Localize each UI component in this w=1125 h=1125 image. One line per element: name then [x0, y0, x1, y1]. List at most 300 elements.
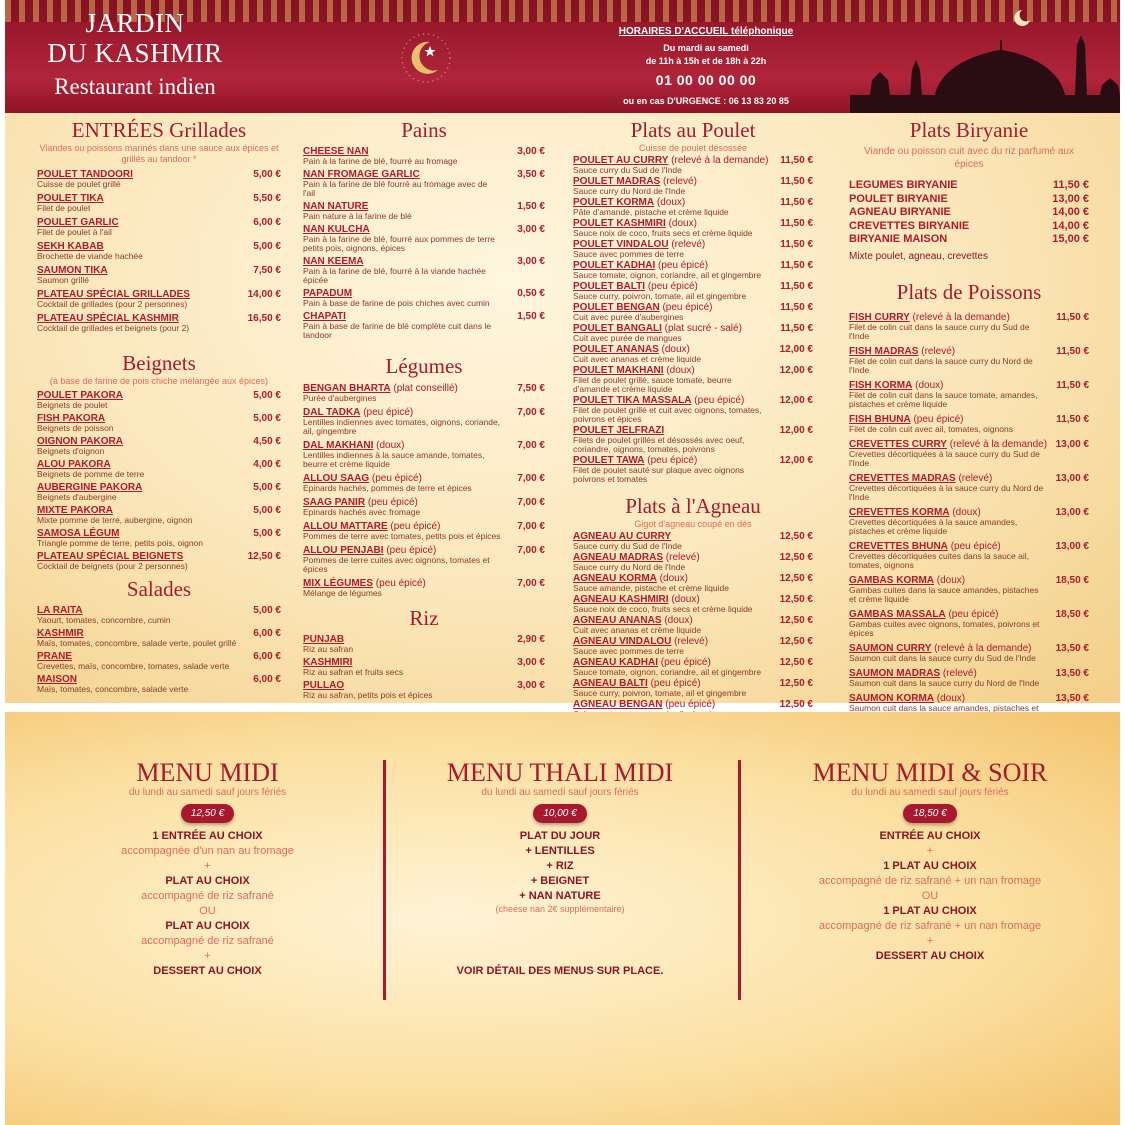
- item-price: 5,00 €: [253, 413, 281, 424]
- item-qualifier: (peu épicé): [913, 413, 964, 425]
- item-price: 3,00 €: [517, 224, 545, 235]
- item-qualifier: (doux): [666, 365, 695, 376]
- menu-item: [37, 506, 281, 525]
- beignets-list: [37, 391, 281, 571]
- menu-item: [573, 574, 813, 593]
- price-badge: 12,50 €: [181, 804, 234, 823]
- menu-line: PLAT AU CHOIX: [165, 875, 250, 887]
- item-name: POULET KASHMIRI: [573, 218, 666, 229]
- item-price: 7,00 €: [517, 407, 545, 418]
- menu-line: PLAT DU JOUR: [519, 830, 601, 842]
- column-1: [37, 118, 281, 694]
- item-name: LEGUMES BIRYANIE: [849, 179, 958, 191]
- item-name: KASHMIRI: [303, 657, 353, 668]
- item-name: AGNEAU AU CURRY: [573, 531, 672, 542]
- item-qualifier: (relevé): [921, 345, 956, 357]
- item-qualifier: (doux): [952, 506, 981, 518]
- item-description: Epinards hachés avec fromage: [303, 507, 421, 517]
- item-price: 1,50 €: [517, 311, 545, 322]
- menu-item: [303, 408, 545, 436]
- item-price: 5,00 €: [253, 482, 281, 493]
- section-title-poissons: Plats de Poissons: [896, 279, 1042, 304]
- menu-item: [303, 546, 545, 574]
- menu-item: [849, 644, 1089, 663]
- item-description: Cuisse de poulet grillé: [37, 179, 121, 189]
- item-price: 11,50 €: [780, 302, 813, 313]
- item-name: POULET TAWA: [573, 455, 645, 466]
- item-price: 5,50 €: [253, 193, 281, 204]
- item-qualifier: (peu épicé): [694, 395, 745, 406]
- poissons-list: [849, 313, 1089, 722]
- item-qualifier: (peu épicé): [665, 699, 716, 710]
- item-name: PLATEAU SPÉCIAL BEIGNETS: [37, 551, 184, 562]
- header-banner: [5, 0, 1120, 113]
- item-price: 3,00 €: [517, 680, 545, 691]
- item-price: 6,00 €: [253, 651, 281, 662]
- item-name: MIXTE PAKORA: [37, 505, 113, 516]
- item-price: 12,50 €: [779, 531, 813, 542]
- menu-item: [573, 679, 813, 698]
- item-description: Filet de colin cuit avec ail, tomates, oignons: [849, 423, 1013, 434]
- item-name: CREVETTES KORMA: [849, 506, 950, 518]
- item-name: MIX LÉGUMES: [303, 578, 374, 589]
- urgent-phone[interactable]: ou en cas D'URGENCE : 06 13 83 20 85: [623, 96, 789, 106]
- item-name: NAN FROMAGE GARLIC: [303, 169, 420, 180]
- menu-item: [37, 414, 281, 433]
- menu-line: accompagnée d'un nan au fromage: [121, 845, 294, 857]
- item-name: SAUMON CURRY: [849, 642, 932, 654]
- item-name: AGNEAU KASHMIRI: [573, 594, 669, 605]
- pains-list: [303, 147, 545, 340]
- riz-list: [303, 635, 545, 700]
- item-name: PUNJAB: [303, 634, 345, 645]
- item-description: Pain à base de farine de pois chiches avec cumin: [303, 298, 490, 308]
- item-name: FISH MADRAS: [849, 345, 919, 357]
- item-description: Crevettes décortiquées à la sauce curry du Sud de l'Inde: [849, 448, 1040, 468]
- item-description: Crevettes, maïs, concombre, tomates, salade verte: [37, 661, 230, 671]
- item-price: 15,00 €: [1052, 233, 1089, 245]
- section-subtitle-biryanie: Viande ou poisson cuit avec du riz parfumé aux épices: [864, 146, 1074, 170]
- item-qualifier: (relevé): [671, 239, 706, 250]
- item-qualifier: (plat conseillé): [393, 383, 458, 394]
- menu-item: [573, 156, 813, 175]
- item-description: Pain à la farine de blé fourré au fromage avec de l'ail: [303, 179, 488, 198]
- item-name: ALLOU PENJABI: [303, 545, 384, 556]
- item-qualifier: (peu épicé): [948, 608, 999, 620]
- item-price: 6,00 €: [253, 674, 281, 685]
- item-qualifier: (relevé à la demande): [671, 155, 769, 166]
- item-price: 18,50 €: [1055, 574, 1089, 586]
- item-description: Pain à la farine de blé, fourré à la viande hachée épicée: [303, 266, 486, 285]
- item-price: 11,50 €: [780, 281, 813, 292]
- item-description: Maïs, tomates, concombre, salade verte, poulet grillé: [37, 638, 237, 648]
- item-price: 11,50 €: [1056, 413, 1089, 425]
- item-price: 12,50 €: [779, 657, 813, 668]
- phone-number[interactable]: 01 00 00 00 00: [655, 72, 757, 88]
- item-qualifier: (doux): [915, 379, 944, 391]
- menu-item: [573, 366, 813, 394]
- item-name: GAMBAS MASSALA: [849, 608, 946, 620]
- item-qualifier: (doux): [664, 615, 693, 626]
- item-name: AGNEAU BALTI: [573, 678, 648, 689]
- item-description: Mélange de légumes: [303, 588, 382, 598]
- item-description: Filet de poulet à l'ail: [37, 227, 112, 237]
- menu-line: DESSERT AU CHOIX: [153, 965, 262, 977]
- item-qualifier: (peu épicé): [660, 657, 711, 668]
- entrees-list: [37, 170, 281, 333]
- item-name: POULET TANDOORI: [37, 169, 133, 180]
- menu-item: [849, 542, 1089, 570]
- item-name: POULET PAKORA: [37, 390, 123, 401]
- item-qualifier: (doux): [661, 344, 690, 355]
- menu-line: +: [926, 845, 934, 857]
- item-qualifier: (peu épicé): [658, 260, 709, 271]
- opening-hours: [600, 26, 812, 106]
- item-description: Sauce avec pommes de terre: [573, 249, 685, 259]
- item-price: 11,50 €: [780, 260, 813, 271]
- item-description: Sauce noix de coco, fruits secs et crème liquide: [573, 604, 753, 614]
- item-price: 14,00 €: [1052, 206, 1089, 218]
- menu-title: MENU MIDI: [136, 758, 279, 787]
- menu-item: [849, 415, 1089, 434]
- item-name: DAL MAKHANI: [303, 440, 374, 451]
- item-qualifier: (peu épicé): [371, 473, 422, 484]
- item-description: Cuit avec purée de mangues: [573, 333, 682, 343]
- item-name: POULET TIKA MASSALA: [573, 395, 692, 406]
- legumes-list: [303, 384, 545, 598]
- menu-item: [37, 552, 281, 571]
- section-title-biryanie: Plats Biryanie: [909, 118, 1029, 142]
- item-name: AUBERGINE PAKORA: [37, 482, 143, 493]
- item-price: 18,50 €: [1055, 608, 1089, 620]
- menu-item: [37, 266, 281, 285]
- item-description: Pain à la farine de blé, fourré au fromage: [303, 156, 458, 166]
- menu-item: [303, 202, 545, 221]
- menu-line: OU: [199, 905, 216, 917]
- item-name: POULET MAKHANI: [573, 365, 664, 376]
- menu-subtitle: du lundi au samedi sauf jours fériés: [481, 787, 639, 798]
- item-price: 12,00 €: [779, 425, 813, 436]
- item-description: Pommes de terre avec tomates, petits pois et épices: [303, 531, 501, 541]
- section-subtitle-beignets: (à base de farine de pois chiche mélangée aux épices): [49, 376, 269, 386]
- item-price: 12,50 €: [779, 615, 813, 626]
- menu-item: [303, 498, 545, 517]
- menu-line: +: [926, 935, 934, 947]
- item-price: 7,00 €: [517, 497, 545, 508]
- item-qualifier: (doux): [656, 197, 686, 208]
- menu-item: [849, 440, 1089, 468]
- menu-item: [849, 474, 1089, 502]
- item-name: POULET VINDALOU: [573, 239, 669, 250]
- item-description: Maïs, tomates, concombre, salade verte: [37, 684, 189, 694]
- item-price: 12,50 €: [247, 551, 281, 562]
- menu-line: + RIZ: [546, 860, 574, 872]
- item-price: 12,00 €: [779, 455, 813, 466]
- item-name: POULET BENGAN: [573, 302, 660, 313]
- item-qualifier: (peu épicé): [650, 678, 701, 689]
- item-description: Saumon grillé: [37, 275, 89, 285]
- brand-line-2: DU KASHMIR: [47, 38, 223, 68]
- menu-line: DESSERT AU CHOIX: [875, 950, 985, 962]
- menu-line: +: [204, 860, 211, 872]
- item-description: Filet de colin cuit dans la sauce curry du Sud de l'Inde: [849, 321, 1030, 341]
- item-name: GAMBAS KORMA: [849, 574, 934, 586]
- menu-item: [573, 324, 813, 343]
- item-qualifier: (doux): [936, 574, 966, 586]
- section-title-legumes: Légumes: [385, 354, 463, 378]
- column-4: [849, 118, 1089, 722]
- menu-midi: [75, 758, 340, 979]
- menu-item: [573, 616, 813, 635]
- item-price: 3,50 €: [517, 169, 545, 180]
- item-price: 5,00 €: [253, 241, 281, 252]
- item-price: 13,50 €: [1055, 667, 1089, 679]
- item-name: PAPADUM: [303, 288, 353, 299]
- item-qualifier: (peu épicé): [662, 302, 713, 313]
- item-description: Crevettes décortiquées à la sauce curry du Nord de l'Inde: [849, 482, 1044, 502]
- item-description: Saumon cuit dans la sauce curry du Sud de l'Inde: [849, 652, 1036, 663]
- item-description: Gambas cuites dans la sauce amandes, pistaches et crème liquide: [849, 584, 1039, 604]
- biryanie-item: [849, 220, 1089, 234]
- menu-item: [303, 312, 545, 340]
- menu-item: [37, 529, 281, 548]
- item-description: Cuit avec purée d'aubergines: [573, 312, 684, 322]
- item-description: Epinards hachés, pommes de terre et épices: [303, 483, 472, 493]
- item-name: SAMOSA LÉGUM: [37, 528, 120, 539]
- menu-line: PLAT AU CHOIX: [165, 920, 250, 932]
- biryanie-item: [849, 179, 1089, 193]
- menu-item: [573, 658, 813, 677]
- item-price: 11,50 €: [1056, 379, 1089, 391]
- hours-title: HORAIRES D'ACCUEIL téléphonique: [618, 26, 794, 37]
- menu-line: + LENTILLES: [525, 845, 595, 857]
- item-description: Beignets de pomme de terre: [37, 469, 145, 479]
- item-description: Filets de poulet grillés et désossés avec oeuf, coriandre, oignons, tomates, poivrons: [573, 435, 745, 454]
- poulet-list: [573, 156, 813, 484]
- item-description: Pain à la farine de blé, fourré aux pommes de terre petits pois, oignons, épices: [303, 234, 495, 253]
- item-description: Crevettes décortiquées cuites dans la sauce ail, tomates, oignons: [849, 550, 1030, 570]
- menu-item: [303, 225, 545, 253]
- menu-item: [303, 522, 545, 541]
- item-qualifier: (peu épicé): [647, 455, 698, 466]
- item-price: 13,00 €: [1055, 506, 1089, 518]
- item-name: AGNEAU BIRYANIE: [849, 206, 951, 218]
- menu-lines: [75, 829, 340, 979]
- item-price: 11,50 €: [780, 197, 813, 208]
- item-description: Saumon cuit dans la sauce amandes, pistaches et: [849, 702, 1039, 713]
- item-price: 12,50 €: [779, 636, 813, 647]
- item-description: Sauce curry du Nord de l'Inde: [573, 186, 686, 196]
- menu-subtitle: du lundi au samedi sauf jours fériés: [851, 787, 1009, 798]
- item-name: SAUMON TIKA: [37, 265, 108, 276]
- menu-item: [303, 147, 545, 166]
- section-title-salades: Salades: [126, 577, 192, 601]
- item-description: Sauce noix de coco, fruits secs et crème liquide: [573, 228, 753, 238]
- item-price: 13,00 €: [1055, 472, 1089, 484]
- menu-item: [37, 391, 281, 410]
- menu-item: [573, 456, 813, 484]
- item-description: Beignets de poulet: [37, 400, 108, 410]
- item-name: AGNEAU KADHAI: [573, 657, 658, 668]
- item-qualifier: (doux): [668, 218, 697, 229]
- menu-item: [573, 219, 813, 238]
- menu-item: [849, 576, 1089, 604]
- item-qualifier: (relevé): [663, 176, 697, 187]
- item-price: 3,00 €: [517, 146, 545, 157]
- menu-title: MENU THALI MIDI: [446, 758, 674, 787]
- item-price: 13,00 €: [1055, 438, 1089, 450]
- menu-item: [303, 474, 545, 493]
- hours-times: de 11h à 15h et de 18h à 22h: [645, 56, 767, 66]
- item-name: CREVETTES MADRAS: [849, 472, 956, 484]
- divider: [738, 760, 741, 1000]
- menu-line: +: [204, 950, 211, 962]
- item-name: NAN KEEMA: [303, 256, 364, 267]
- item-name: CHEESE NAN: [303, 146, 369, 157]
- menu-item: [303, 635, 545, 654]
- salades-list: [37, 606, 281, 694]
- section-subtitle-poulet: Cuisse de poulet désossée: [638, 143, 748, 153]
- item-name: POULET GARLIC: [37, 217, 119, 228]
- item-price: 14,00 €: [1052, 219, 1089, 232]
- menu-line: + BEIGNET: [530, 875, 590, 887]
- menu-item: [37, 170, 281, 189]
- menu-item: [573, 532, 813, 551]
- item-name: POULET BALTI: [573, 281, 646, 292]
- item-name: NAN KULCHA: [303, 224, 370, 235]
- item-description: Lentilles indiennes à la sauce amande, tomates, beurre et crème liquide: [303, 450, 485, 469]
- biryanie-item: [849, 193, 1089, 207]
- item-qualifier: (relevé): [942, 667, 977, 679]
- item-name: AGNEAU ANANAS: [573, 615, 662, 626]
- item-name: AGNEAU MADRAS: [573, 552, 663, 563]
- menu-line: accompagné de riz safrané + un nan fromage: [818, 920, 1042, 932]
- biryanie-note: Mixte poulet, agneau, crevettes: [849, 250, 988, 262]
- price-badge: 10,00 €: [533, 804, 586, 823]
- section-title-pains: Pains: [401, 118, 447, 142]
- item-name: SAUMON KORMA: [849, 692, 934, 704]
- item-name: KASHMIR: [37, 628, 84, 639]
- item-description: Mixte pomme de terre, aubergine, oignon: [37, 515, 193, 525]
- item-description: Sauce curry du Sud de l'Inde: [573, 165, 682, 175]
- menu-item: [573, 240, 813, 259]
- menu-line: 1 ENTRÉE AU CHOIX: [152, 830, 263, 842]
- item-price: 12,50 €: [779, 573, 813, 584]
- menu-item: [37, 242, 281, 261]
- item-price: 11,50 €: [780, 323, 813, 334]
- item-price: 11,50 €: [1056, 311, 1089, 323]
- menu-item: [849, 669, 1089, 688]
- item-qualifier: (relevé à la demande): [912, 311, 1010, 323]
- item-description: Triangle pomme de terre, petits pois, oignon: [37, 538, 203, 548]
- item-name: AGNEAU VINDALOU: [573, 636, 672, 647]
- item-description: Beignets d'oignon: [37, 446, 105, 456]
- section-title-beignets: Beignets: [122, 351, 196, 375]
- section-subtitle-entrees: Viandes ou poissons marinés dans une sauce aux épices et grillés au tandoor *: [39, 143, 279, 164]
- item-price: 7,50 €: [517, 383, 545, 394]
- item-price: 12,50 €: [779, 699, 813, 710]
- item-description: Sauce amande, pistache et crème liquide: [573, 583, 729, 593]
- menu-item: [849, 610, 1089, 638]
- menu-lines: [425, 829, 695, 915]
- menu-item: [573, 396, 813, 424]
- menu-item: [37, 460, 281, 479]
- item-price: 5,00 €: [253, 390, 281, 401]
- item-name: FISH KORMA: [849, 379, 913, 391]
- column-2: [303, 118, 545, 700]
- item-name: ALOU PAKORA: [37, 459, 111, 470]
- menu-item: [37, 194, 281, 213]
- menu-line: ENTRÉE AU CHOIX: [879, 830, 981, 842]
- menu-item: [37, 675, 281, 694]
- item-name: POULET BANGALI: [573, 323, 662, 334]
- item-name: AGNEAU BENGAN: [573, 699, 663, 710]
- menu-line: accompagné de riz safrané: [141, 935, 274, 947]
- item-name: PRANE: [37, 651, 73, 662]
- item-price: 7,00 €: [517, 473, 545, 484]
- item-description: Cuit avec ananas et crème liquide: [573, 625, 702, 635]
- menu-line: OU: [921, 890, 939, 902]
- item-name: LA RAITA: [37, 605, 83, 616]
- item-name: FISH BHUNA: [849, 413, 911, 425]
- item-qualifier: (relevé à la demande): [934, 642, 1032, 654]
- menu-item: [849, 347, 1089, 375]
- item-description: Filet de poulet: [37, 203, 91, 213]
- item-description: Cocktail de beignets (pour 2 personnes): [37, 561, 188, 571]
- item-name: CREVETTES BHUNA: [849, 540, 948, 552]
- item-qualifier: (peu épicé): [363, 407, 414, 418]
- menu-item: [37, 629, 281, 648]
- item-price: 7,50 €: [253, 265, 281, 276]
- item-description: Sauce curry du Nord de l'Inde: [573, 562, 686, 572]
- menu-line: accompagné de riz safrané + un nan fromage: [818, 875, 1042, 887]
- menu-item: [37, 483, 281, 502]
- item-name: POULET TIKA: [37, 193, 104, 204]
- item-name: PLATEAU SPÉCIAL KASHMIR: [37, 313, 179, 324]
- item-description: Beignets d'aubergine: [37, 492, 117, 502]
- item-price: 3,00 €: [517, 657, 545, 668]
- item-description: Beignets de poisson: [37, 423, 114, 433]
- menu-item: [573, 198, 813, 217]
- menu-line: 1 PLAT AU CHOIX: [883, 905, 977, 917]
- item-description: Sauce curry, poivron, tomate, ail et gingembre: [573, 688, 747, 698]
- item-price: 12,00 €: [779, 395, 813, 406]
- menu-item: [37, 652, 281, 671]
- item-name: BENGAN BHARTA: [303, 383, 391, 394]
- item-qualifier: (peu épicé): [375, 578, 426, 589]
- item-qualifier: (peu épicé): [386, 545, 437, 556]
- item-description: Gambas cuites avec oignons, tomates, poivrons et épices: [849, 618, 1040, 638]
- item-price: 12,50 €: [779, 594, 813, 605]
- item-price: 2,90 €: [517, 634, 545, 645]
- item-description: Filet de colin cuit dans la sauce curry du Nord de l'Inde: [849, 355, 1033, 375]
- item-qualifier: (relevé): [958, 472, 993, 484]
- item-name: OIGNON PAKORA: [37, 436, 123, 447]
- item-name: PLATEAU SPÉCIAL GRILLADES: [37, 289, 190, 300]
- menu-title: MENU MIDI & SOIR: [812, 758, 1048, 787]
- item-name: CHAPATI: [303, 311, 346, 322]
- item-name: AGNEAU KORMA: [573, 573, 657, 584]
- menu-item: [573, 282, 813, 301]
- restaurant-brand: [15, 8, 255, 100]
- item-qualifier: (doux): [376, 440, 405, 451]
- item-qualifier: (relevé): [665, 552, 700, 563]
- item-qualifier: (relevé): [674, 636, 709, 647]
- menu-line: + NAN NATURE: [519, 890, 601, 902]
- item-price: 11,50 €: [780, 218, 813, 229]
- item-description: Sauce tomate, oignon, coriandre, ail et gingembre: [573, 270, 762, 280]
- item-name: POULET KORMA: [573, 197, 655, 208]
